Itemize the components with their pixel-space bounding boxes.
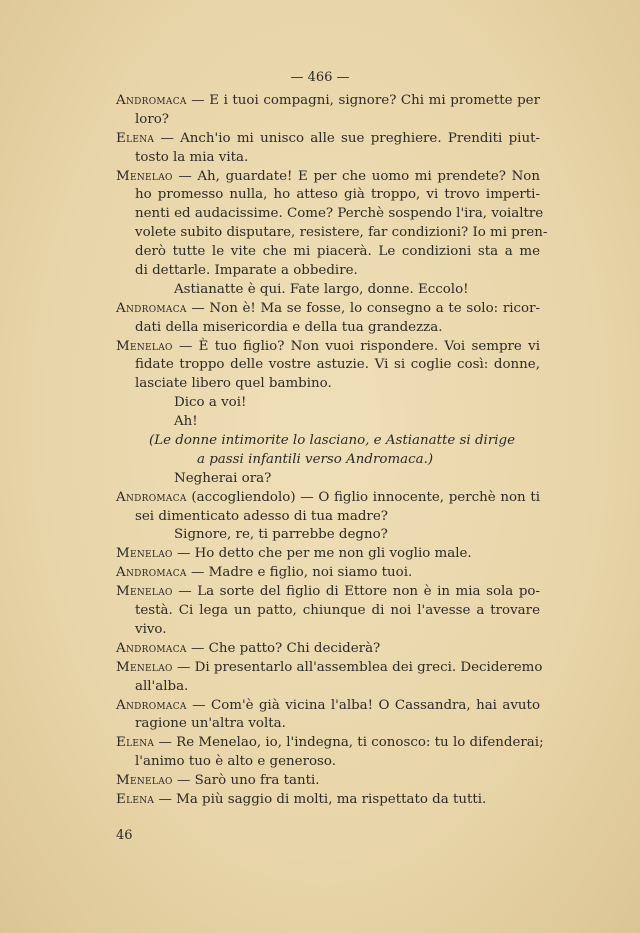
speaker-name: Elena	[116, 735, 155, 751]
line-text: loro?	[135, 111, 169, 127]
text-line	[116, 375, 540, 394]
speaker-line	[116, 564, 540, 583]
speaker-line	[116, 772, 540, 791]
text-line	[116, 224, 548, 243]
line-text: — È tuo figlio? Non vuoi rispondere. Voi sempre vi	[172, 338, 540, 354]
line-text: lasciate libero quel bambino.	[135, 376, 332, 392]
text-line	[116, 111, 540, 130]
line-text: Negherai ora?	[174, 470, 272, 486]
text-line	[116, 753, 540, 772]
speaker-line	[116, 338, 540, 357]
line-text: — Sarò uno fra tanti.	[172, 773, 320, 789]
line-text: — Ah, guardate! E per che uomo mi prendete? Non	[172, 168, 540, 184]
speaker-name: Menelao	[116, 168, 173, 184]
text-line	[116, 602, 540, 621]
line-text: volete subito disputare, resistere, far condizioni? Io mi pren-	[135, 225, 548, 241]
speaker-name: Andromaca	[116, 565, 187, 581]
page-number: — 466 —	[290, 70, 350, 85]
speaker-line	[116, 130, 540, 149]
speaker-name: Menelao	[116, 584, 173, 600]
speaker-name: Elena	[116, 130, 155, 146]
line-text: tosto la mia vita.	[135, 149, 249, 165]
line-text: a passi infantili verso Andromaca.)	[197, 451, 434, 467]
text-line	[116, 149, 540, 168]
line-text: — Non è! Ma se fosse, lo consegno a te solo: ricor-	[186, 300, 540, 316]
line-text: — Madre e figlio, noi siamo tuoi.	[186, 565, 413, 581]
speaker-line	[116, 640, 540, 659]
speaker-name: Menelao	[116, 546, 173, 562]
line-text: Signore, re, ti parrebbe degno?	[174, 527, 388, 543]
speaker-line	[116, 545, 540, 564]
speaker-name: Andromaca	[116, 93, 187, 108]
text-line	[116, 526, 540, 545]
text-line	[116, 186, 540, 205]
speaker-name: Elena	[116, 791, 155, 807]
text-line	[116, 715, 540, 734]
line-text: vivo.	[135, 621, 167, 637]
speaker-name: Andromaca	[116, 300, 187, 316]
speaker-name: Menelao	[116, 659, 173, 675]
speaker-name: Andromaca	[116, 697, 187, 713]
speaker-line	[116, 92, 540, 111]
line-text: — Re Menelao, io, l'indegna, ti conosco: tu lo difenderai;	[154, 735, 544, 751]
line-text: — Che patto? Chi deciderà?	[186, 640, 381, 656]
line-text: — Com'è già vicina l'alba! O Cassandra, hai avuto	[186, 697, 540, 713]
folio-number: 46	[116, 828, 133, 843]
speaker-line	[116, 659, 543, 678]
line-text: — Ho detto che per me non gli voglio male.	[172, 546, 472, 562]
line-text: dati della misericordia e della tua grandezza.	[135, 319, 443, 335]
speaker-line	[116, 697, 540, 716]
line-text: — La sorte del figlio di Ettore non è in mia sola po-	[172, 584, 540, 600]
speaker-name: Menelao	[116, 338, 173, 354]
speaker-line	[116, 489, 540, 508]
text-line	[116, 678, 540, 697]
stage-direction	[116, 451, 540, 470]
line-text: Ah!	[174, 414, 198, 430]
line-text: l'animo tuo è alto e generoso.	[135, 754, 336, 770]
line-text: nenti ed audacissime. Come? Perchè sospendo l'ira, voialtre	[135, 206, 544, 222]
speaker-line	[116, 300, 540, 319]
line-text: — Anch'io mi unisco alle sue preghiere. Prenditi piut-	[154, 130, 540, 146]
stage-direction	[116, 432, 540, 451]
text-line	[116, 243, 540, 262]
speaker-line	[116, 583, 540, 602]
line-text: ho promesso nulla, ho atteso già troppo, vi trovo imperti-	[135, 187, 540, 203]
line-text: — Ma più saggio di molti, ma rispettato da tutti.	[154, 791, 487, 807]
text-line	[116, 262, 540, 281]
line-text: all'alba.	[135, 678, 189, 694]
speaker-name: Andromaca	[116, 489, 187, 505]
speaker-line	[116, 168, 540, 187]
text-line	[116, 205, 544, 224]
line-text: Dico a voi!	[174, 395, 247, 411]
line-text: (accogliendolo) — O figlio innocente, perchè non ti	[186, 489, 540, 505]
text-line	[116, 394, 540, 413]
text-line	[116, 413, 540, 432]
text-line	[116, 470, 540, 489]
line-text: Astianatte è qui. Fate largo, donne. Eccolo!	[174, 281, 469, 297]
text-line	[116, 319, 540, 338]
line-text: derò tutte le vite che mi piacerà. Le condizioni sta a me	[135, 244, 540, 260]
speaker-line	[116, 734, 544, 753]
text-line	[116, 508, 540, 527]
speaker-name: Andromaca	[116, 640, 187, 656]
line-text: — Di presentarlo all'assemblea dei greci. Decideremo	[172, 659, 543, 675]
line-text: testà. Ci lega un patto, chiunque di noi l'avesse a trovare	[135, 603, 540, 619]
dialogue-text	[116, 92, 548, 810]
line-text: fidate troppo delle vostre astuzie. Vi si coglie così: donne,	[135, 357, 540, 373]
speaker-name: Menelao	[116, 773, 173, 789]
line-text: di dettarle. Imparate a obbedire.	[135, 263, 358, 279]
text-line	[116, 281, 540, 300]
line-text: ragione un'altra volta.	[135, 716, 286, 732]
text-line	[116, 356, 540, 375]
speaker-line	[116, 791, 540, 810]
line-text: sei dimenticato adesso di tua madre?	[135, 508, 388, 524]
line-text: (Le donne intimorite lo lasciano, e Astianatte si dirige	[149, 433, 516, 449]
text-line	[116, 621, 540, 640]
line-text: — E i tuoi compagni, signore? Chi mi promette per	[186, 93, 540, 108]
